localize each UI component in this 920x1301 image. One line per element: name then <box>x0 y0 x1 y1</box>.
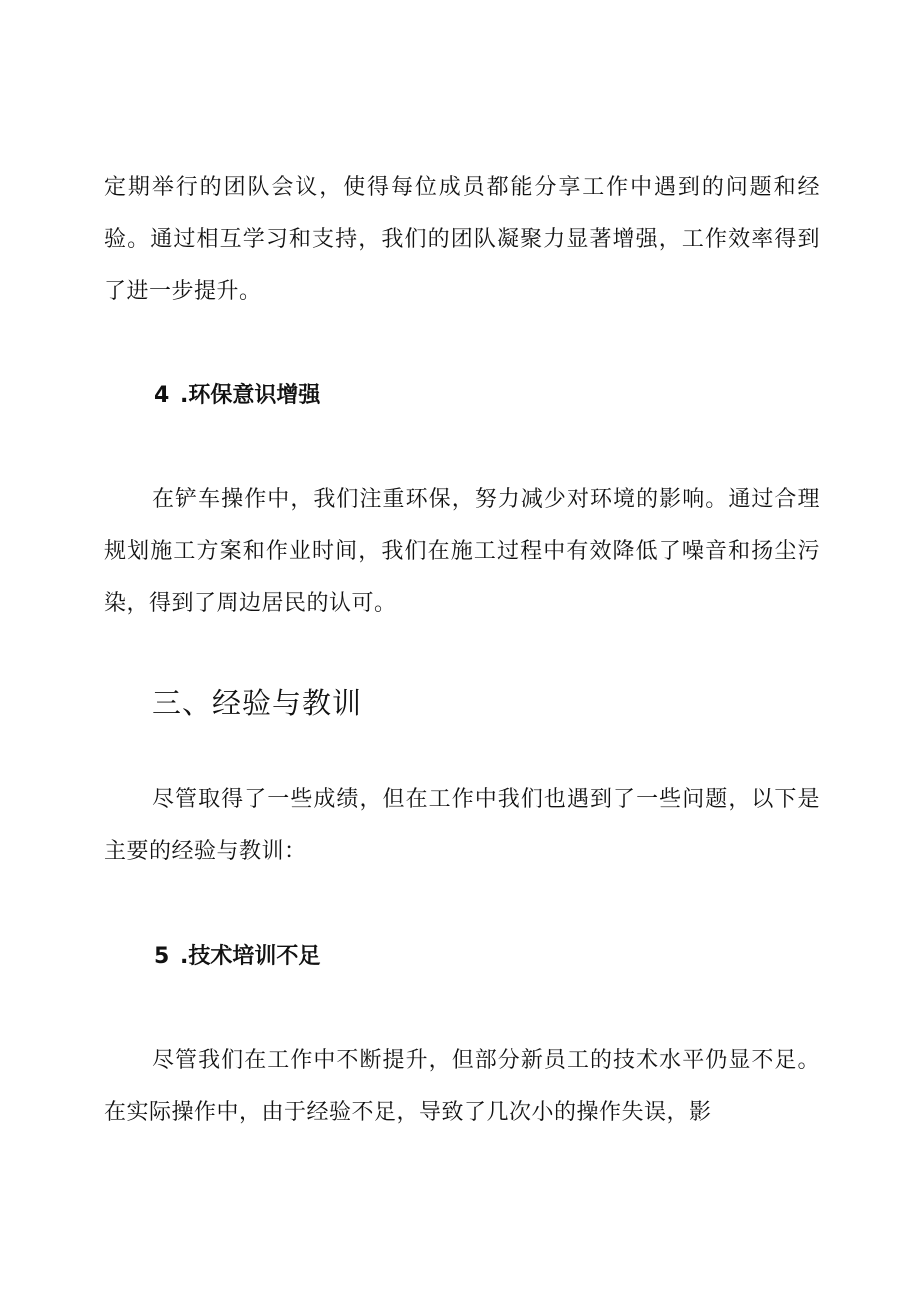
heading-environmental-awareness <box>154 381 320 411</box>
heading-title: .技术培训不足 <box>180 944 321 969</box>
paragraph-lessons-intro: 尽管取得了一些成绩，但在工作中我们也遇到了一些问题，以下是主要的经验与教训： <box>104 787 820 864</box>
heading-number: 5 <box>154 944 170 969</box>
paragraph-training-issues: 尽管我们在工作中不断提升，但部分新员工的技术水平仍显不足。在实际操作中，由于经验不足，导致了几次小的操作失误，影 <box>104 1048 820 1125</box>
paragraph-environmental-protection: 在铲车操作中，我们注重环保，努力减少对环境的影响。通过合理规划施工方案和作业时间，我们在施工过程中有效降低了噪音和扬尘污染，得到了周边居民的认可。 <box>104 487 820 616</box>
heading-title: .环保意识增强 <box>180 383 321 408</box>
section-title-lessons: 三、经验与教训 <box>152 686 363 720</box>
heading-number: 4 <box>154 383 170 408</box>
paragraph-team-meetings: 定期举行的团队会议，使得每位成员都能分享工作中遇到的问题和经验。通过相互学习和支持，我们的团队凝聚力显著增强，工作效率得到了进一步提升。 <box>104 175 820 304</box>
heading-insufficient-training <box>154 942 320 972</box>
